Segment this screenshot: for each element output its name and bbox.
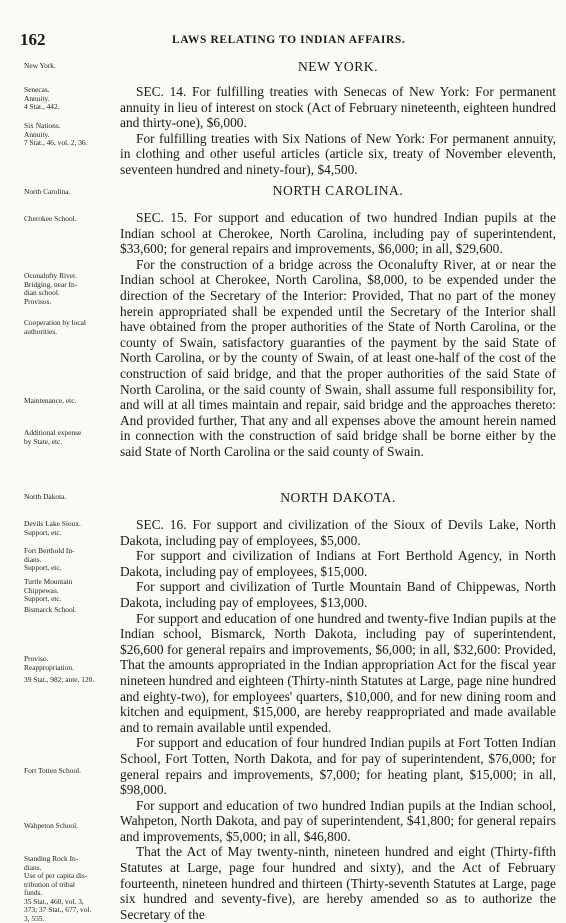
paragraph-sec16-wahpeton: For support and education of two hundred Indian pupils at the Indian school, Wahpeton, North Dakota, and pay of superintendent, $41,800; for general repairs and improvements, $5,000; in all, $46,800. [120, 797, 556, 844]
margin-note: Standing Rock In- dians. Use of per capita dis- tribution of tribal funds. 35 Stat., 460, vol. 3, 373; 37 Stat., 677, vol. 3, 555. [24, 854, 92, 923]
margin-note: Additional expense by State, etc. [24, 428, 82, 446]
page-header [20, 30, 554, 50]
running-title: LAWS RELATING TO INDIAN AFFAIRS. [172, 34, 406, 46]
heading-north-dakota: NORTH DAKOTA. [280, 490, 396, 505]
margin-note: North Dakota. [24, 492, 67, 501]
margin-note: New York. [24, 61, 56, 70]
margin-note: 39 Stat., 982; ante, 120. [24, 675, 95, 684]
heading-new-york: NEW YORK. [297, 59, 378, 74]
margin-note: Cooperation by local authorities. [24, 318, 86, 336]
margin-note: Devils Lake Sioux. Support, etc. [24, 519, 81, 537]
margin-note: North Carolina. [24, 187, 71, 196]
margin-note: Wahpeton School. [24, 821, 79, 830]
paragraph-sec16-bismarck: For support and education of one hundred and twenty-five Indian pupils at the Indian school, Bismarck, North Dakota, including pay of superintendent, $26,600 for general repairs and improvements, $6,000; in all, $32,600: Provided, That the amounts appropriated in the Indian appropriation Act for the fiscal year nineteen hundred and eighteen (Thirty-ninth Statutes at Large, page nine hundred and eighty-two), for employees' quarters, $10,000, and for new dining room and kitchen and equipment, $15,000, are hereby reappropriated and made available and to remain available until expended. [120, 610, 556, 735]
margin-note: Senecas. Annuity. 4 Stat., 442. [24, 85, 60, 111]
margin-note: Proviso. Reappropriation. [24, 654, 74, 672]
margin-note: Fort Totten School. [24, 766, 82, 775]
margin-note: Six Nations. Annuity. 7 Stat., 46, vol. 2, 36. [24, 121, 88, 147]
page-number: 162 [20, 30, 46, 49]
paragraph-sec16-standing-rock: That the Act of May twenty-ninth, nineteen hundred and eight (Thirty-fifth Statutes at Large, page four hundred and sixty), and the Act of February fourteenth, nineteen hundred and thirteen (Thirty-seventh Statutes at Large, page six hundred and seventy-five), are hereby amended so as to authorize the Secretary of the [120, 844, 556, 922]
paragraph-sec15-bridge: For the construction of a bridge across the Oconalufty River, at or near the Indian school at Cherokee, North Carolina, $8,000, to be expended under the direction of the Secretary of the Interior: Provided, That no part of the money herein appropriated shall be expended until the Secretary of the Interior shall have obtained from the proper authorities of the State of North Carolina, or the county of Swain, satisfactory guaranties of the payment by the said State of North Carolina, or by the county of Swain, of at least one-half of the cost of the construction of said bridge, and that the proper authorities of the said State of North Carolina, or the said county of Swain, shall assume full responsibility for, and will at all times maintain and repair, said bridge and the approaches thereto: And provided further, That any and all expenses above the amount herein named in connection with the construction of said bridge shall be borne either by the said State of North Carolina or the said county of Swain. [120, 256, 556, 459]
paragraph-sec16-fort-berthold: For support and civilization of Indians at Fort Berthold Agency, in North Dakota, including pay of employees, $15,000. [120, 548, 556, 579]
margin-note: Turtle Mountain Chippewas. Support, etc. [24, 577, 73, 603]
body-north-carolina [120, 210, 556, 460]
margin-note: Provisos. [24, 297, 52, 306]
paragraph-sec14-six-nations: For fulfilling treaties with Six Nations of New York: For permanent annuity, in clothing and other useful articles (article six, treaty of November eleventh, seventeen hundred and ninety-four), $4,500. [120, 130, 556, 177]
margin-note: Bismarck School. [24, 605, 77, 614]
paragraph-sec16-devils-lake: SEC. 16. For support and civilization of the Sioux of Devils Lake, North Dakota, including pay of employees, $5,000. [120, 517, 556, 548]
body-north-dakota [120, 517, 556, 922]
margin-note: Maintenance, etc. [24, 396, 77, 405]
paragraph-sec16-turtle-mountain: For support and civilization of Turtle Mountain Band of Chippewas, North Dakota, including pay of employees, $13,000. [120, 579, 556, 610]
margin-note: Cherokee School. [24, 214, 77, 223]
margin-note: Oconalufty River. Bridging, near In- dian school. [24, 271, 78, 297]
paragraph-sec14-senecas: SEC. 14. For fulfilling treaties with Senecas of New York: For permanent annuity in lieu of interest on stock (Act of February nineteenth, eighteen hundred and thirty-one), $6,000. [120, 84, 556, 131]
paragraph-sec16-fort-totten: For support and education of four hundred Indian pupils at Fort Totten Indian School, Fort Totten, North Dakota, and for pay of superintendent, $76,000; for general repairs and improvements, $7,000; for heating plant, $15,000; in all, $98,000. [120, 735, 556, 798]
margin-note: Fort Berthold In- dians. Support, etc. [24, 546, 75, 572]
paragraph-sec15-cherokee: SEC. 15. For support and education of two hundred Indian pupils at the Indian school at Cherokee, North Carolina, including pay of superintendent, $33,600; for general repairs and improvements, $6,000; in all, $29,600. [120, 210, 556, 257]
heading-north-carolina: NORTH CAROLINA. [272, 183, 404, 198]
body-new-york [120, 84, 556, 178]
